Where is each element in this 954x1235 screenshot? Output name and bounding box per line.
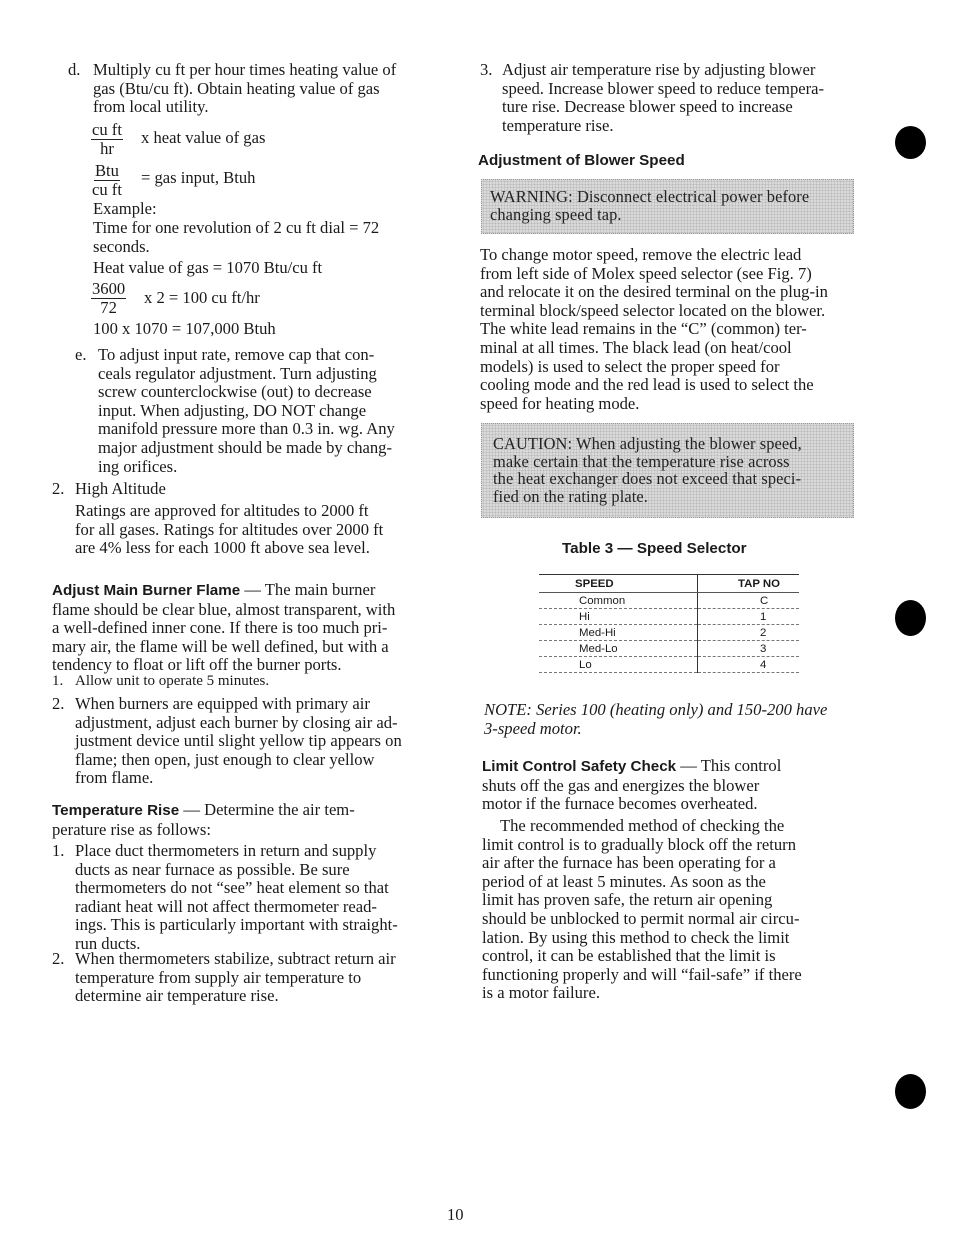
binder-hole-icon bbox=[895, 126, 926, 159]
text-line: period of at least 5 minutes. As soon as the bbox=[482, 871, 766, 891]
table-cell: 3 bbox=[698, 641, 800, 657]
table-cell: 2 bbox=[698, 625, 800, 641]
text-line: changing speed tap. bbox=[490, 204, 622, 224]
list-marker: 2. bbox=[52, 694, 65, 713]
table-title: Table 3 — Speed Selector bbox=[562, 540, 747, 557]
text-line: To adjust input rate, remove cap that con- bbox=[98, 345, 375, 364]
text-line: are 4% less for each 1000 ft above sea level. bbox=[75, 538, 370, 558]
text-line: temperature from supply air temperature to bbox=[75, 967, 362, 987]
text-line: manifold pressure more than 0.3 in. wg. Any bbox=[98, 419, 395, 439]
table-cell: Med-Lo bbox=[539, 641, 698, 657]
table-row bbox=[539, 657, 799, 673]
list-marker: 3. bbox=[480, 60, 493, 79]
text-line: Multiply cu ft per hour times heating value of bbox=[93, 60, 397, 79]
text-line: from flame. bbox=[75, 768, 154, 788]
text-line: perature rise as follows: bbox=[52, 819, 211, 839]
table-cell: Lo bbox=[539, 657, 698, 673]
table-cell: Common bbox=[539, 593, 698, 609]
text-line: minal at all times. The black lead (on heat/cool bbox=[480, 337, 792, 357]
table-row bbox=[539, 609, 799, 625]
text-line: lation. By using this method to check the limit bbox=[482, 927, 790, 947]
text-line: justment device until slight yellow tip appears on bbox=[75, 731, 402, 751]
text-line: models) is used to select the proper speed for bbox=[480, 356, 780, 376]
example-line: seconds. bbox=[93, 237, 150, 256]
table-row bbox=[539, 625, 799, 641]
warning-box bbox=[481, 179, 854, 234]
fraction-btu-cuft: Btu cu ft bbox=[92, 161, 122, 199]
text-line: ture rise. Decrease blower speed to increase bbox=[502, 97, 793, 117]
text-line: Ratings are approved for altitudes to 2000 ft bbox=[75, 501, 369, 520]
text-line: tendency to float or lift off the burner ports. bbox=[52, 655, 342, 675]
text-line: limit has proven safe, the return air opening bbox=[482, 890, 773, 910]
text-line: WARNING: Disconnect electrical power before bbox=[490, 187, 810, 206]
text-line: radiant heat will not affect thermometer read- bbox=[75, 896, 377, 916]
text-line: is a motor failure. bbox=[482, 983, 600, 1003]
temp-item-1 bbox=[75, 842, 427, 954]
text-line: 3-speed motor. bbox=[484, 718, 582, 738]
text-line: ing orifices. bbox=[98, 456, 178, 476]
item-e-text bbox=[98, 346, 426, 476]
binder-hole-icon bbox=[895, 1074, 926, 1109]
column-header: SPEED bbox=[539, 575, 698, 593]
temperature-section bbox=[52, 801, 426, 839]
text-line: from left side of Molex speed selector (see Fig. 7) bbox=[480, 263, 812, 283]
text-line: To change motor speed, remove the electric lead bbox=[480, 245, 802, 264]
text-line: and relocate it on the desired terminal on the plug-in bbox=[480, 282, 828, 302]
text-line: — Determine the air tem- bbox=[183, 800, 355, 819]
section-heading: Limit Control Safety Check bbox=[482, 758, 677, 775]
example-label: Example: bbox=[93, 199, 157, 218]
table-cell: Med-Hi bbox=[539, 625, 698, 641]
speed-selector-table bbox=[539, 574, 799, 673]
text-line: screw counterclockwise (out) to decrease bbox=[98, 382, 372, 402]
text-line: determine air temperature rise. bbox=[75, 986, 279, 1006]
fraction-cuft-hr: $\frac{\text{cu ft}}{hr}$ bbox=[92, 120, 122, 158]
text-line: ceals regulator adjustment. Turn adjusting bbox=[98, 363, 377, 383]
calc-line: 100 x 1070 = 107,000 Btuh bbox=[93, 319, 276, 338]
burner-section bbox=[52, 581, 426, 675]
text-line: When burners are equipped with primary air bbox=[75, 694, 370, 713]
limit-paragraph-cont bbox=[482, 836, 856, 1003]
limit-paragraph bbox=[482, 817, 856, 836]
text-line: from local utility. bbox=[93, 97, 209, 117]
burner-item-2 bbox=[75, 695, 427, 788]
high-altitude-label: High Altitude bbox=[75, 479, 166, 498]
formula-text: x heat value of gas bbox=[141, 128, 266, 147]
formula-text: = gas input, Btuh bbox=[141, 168, 256, 187]
list-marker: 1. bbox=[52, 841, 65, 860]
text-line: make certain that the temperature rise across bbox=[493, 451, 790, 471]
text-line: limit control is to gradually block off the return bbox=[482, 834, 796, 854]
text-line: major adjustment should be made by chang- bbox=[98, 437, 393, 457]
text-line: Allow unit to operate 5 minutes. bbox=[75, 673, 270, 689]
text-line: the heat exchanger does not exceed that speci- bbox=[493, 469, 802, 488]
text-line: The white lead remains in the “C” (common) ter- bbox=[480, 319, 807, 339]
table-cell: Hi bbox=[539, 609, 698, 625]
text-line: speed for heating mode. bbox=[480, 393, 640, 413]
binder-hole-icon bbox=[895, 600, 926, 636]
text-line: motor if the furnace becomes overheated. bbox=[482, 794, 758, 814]
text-line: thermometers do not “see” heat element so that bbox=[75, 878, 389, 898]
text-line: terminal block/speed selector located on the blower. bbox=[480, 300, 826, 320]
item-d-text bbox=[93, 61, 423, 117]
text-line: input. When adjusting, DO NOT change bbox=[98, 400, 367, 420]
heat-value-line: Heat value of gas = 1070 Btu/cu ft bbox=[93, 258, 323, 277]
text-line: shuts off the gas and energizes the blower bbox=[482, 775, 760, 795]
table-cell: 1 bbox=[698, 609, 800, 625]
table-header-row bbox=[539, 575, 799, 593]
text-line: ducts as near furnace as possible. Be sure bbox=[75, 859, 350, 879]
text-line: for all gases. Ratings for altitudes over 2000 ft bbox=[75, 519, 384, 539]
text-line: should be unblocked to permit normal air circu- bbox=[482, 908, 800, 928]
list-marker: 2. bbox=[52, 479, 65, 498]
text-line: a well-defined inner cone. If there is too much pri- bbox=[52, 618, 388, 638]
section-heading: Adjustment of Blower Speed bbox=[478, 152, 685, 169]
table-row bbox=[539, 593, 799, 609]
text-line: run ducts. bbox=[75, 933, 141, 953]
caution-box bbox=[481, 423, 854, 518]
limit-section bbox=[482, 757, 856, 814]
text-line: adjustment, adjust each burner by closing air ad- bbox=[75, 712, 398, 732]
temp-item-2 bbox=[75, 950, 427, 1006]
text-line: Place duct thermometers in return and supply bbox=[75, 841, 377, 860]
text-line: CAUTION: When adjusting the blower speed, bbox=[493, 434, 802, 453]
text-line: air after the furnace has been operating for a bbox=[482, 853, 776, 873]
text-line: ings. This is particularly important with straight- bbox=[75, 915, 398, 935]
caution-text bbox=[493, 435, 802, 505]
note-text bbox=[484, 701, 858, 738]
text-line: functioning properly and will “fail-safe” if there bbox=[482, 964, 802, 984]
section-heading: Temperature Rise bbox=[52, 802, 180, 819]
text-line: cooling mode and the red lead is used to select the bbox=[480, 375, 814, 395]
text-line: control, it can be established that the limit is bbox=[482, 946, 776, 966]
altitude-paragraph bbox=[75, 502, 427, 558]
text-line: — This control bbox=[680, 756, 782, 775]
text-line: — The main burner bbox=[244, 580, 376, 599]
column-header: TAP NO bbox=[698, 575, 800, 593]
list-marker: d. bbox=[68, 60, 81, 79]
list-marker: 2. bbox=[52, 949, 65, 968]
formula-text: x 2 = 100 cu ft/hr bbox=[144, 288, 260, 307]
text-line: When thermometers stabilize, subtract return air bbox=[75, 949, 396, 968]
blower-paragraph bbox=[480, 246, 854, 413]
page-number: 10 bbox=[447, 1205, 464, 1224]
example-line: Time for one revolution of 2 cu ft dial = 72 bbox=[93, 218, 380, 237]
text-line: flame; then open, just enough to clear yellow bbox=[75, 749, 375, 769]
text-line: Adjust air temperature rise by adjusting blower bbox=[502, 60, 816, 79]
list-marker: e. bbox=[75, 345, 87, 364]
list-marker: 1. bbox=[52, 673, 64, 689]
text-line: mary air, the flame will be well defined, but with a bbox=[52, 636, 389, 656]
text-line: flame should be clear blue, almost transparent, with bbox=[52, 599, 396, 619]
section-heading: Adjust Main Burner Flame bbox=[52, 582, 241, 599]
warning-text bbox=[490, 188, 809, 223]
text-line: fied on the rating plate. bbox=[493, 486, 648, 506]
text-line: speed. Increase blower speed to reduce tempera- bbox=[502, 78, 825, 98]
fraction-3600-72: $\frac{3600}{72}$ bbox=[92, 279, 126, 317]
text-line: temperature rise. bbox=[502, 115, 614, 135]
table-cell: C bbox=[698, 593, 800, 609]
text-line: gas (Btu/cu ft). Obtain heating value of gas bbox=[93, 78, 380, 98]
table-row bbox=[539, 641, 799, 657]
table-cell: 4 bbox=[698, 657, 800, 673]
item-3-text bbox=[502, 61, 854, 135]
text-line: NOTE: Series 100 (heating only) and 150-200 have bbox=[484, 700, 828, 719]
text-line: The recommended method of checking the bbox=[500, 816, 785, 835]
